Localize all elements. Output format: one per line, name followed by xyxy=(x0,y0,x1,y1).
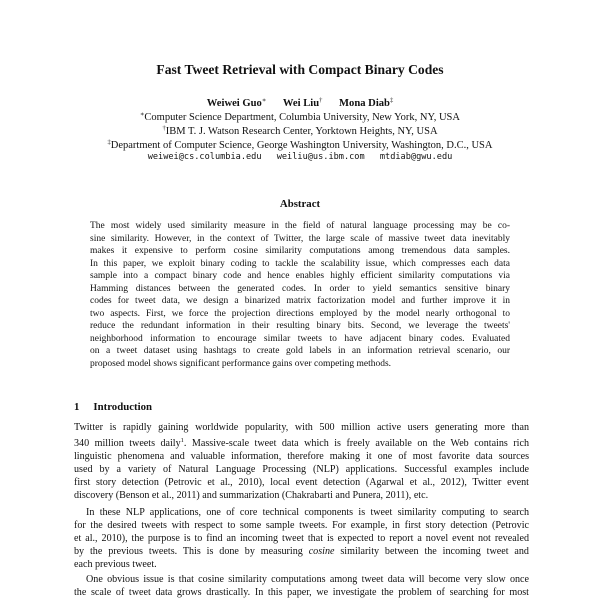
email: weiwei@cs.columbia.edu xyxy=(147,152,262,162)
paragraph xyxy=(74,573,529,599)
affiliation: †IBM T. J. Watson Research Center, Yorktown Heights, NY, USA xyxy=(162,125,438,137)
footnote-mark[interactable]: 1 xyxy=(180,437,184,445)
text-line: 340 million tweets daily$^1$. Massive-scale tweet data which is freely available on the Web contains rich xyxy=(74,437,529,450)
email: weiliu@us.ibm.com xyxy=(276,152,365,162)
abstract-body xyxy=(90,220,510,371)
abstract-line: on a tweet dataset using hashtags to create gold labels in an information retrieval scenario, our xyxy=(90,346,510,357)
paper-title: Fast Tweet Retrieval with Compact Binary Codes xyxy=(156,62,444,77)
abstract-line: The most widely used similarity measure in the field of natural language processing may be co- xyxy=(90,221,510,231)
text-line: for the desired tweets with respect to some sample tweets. For example, in first story detection (Petrovic xyxy=(74,520,529,532)
affiliation-mark: ‡ xyxy=(107,139,111,146)
abstract-line: sample into a compact binary code and hence enables highly efficient similarity computations via xyxy=(90,271,510,282)
abstract-line: In this paper, we exploit binary coding to tackle the scalability issue, which compresses each data xyxy=(90,258,510,269)
email: mtdiab@gwu.edu xyxy=(379,152,453,162)
abstract-line: Hamming distances between the generated codes. In order to yield semantics sensitive binary xyxy=(90,283,510,294)
author-mark: ∗ xyxy=(261,97,267,104)
section-heading-introduction xyxy=(74,401,152,414)
abstract-line: two aspects. First, we force the projection directions employed by the model nearly orthogonal to xyxy=(90,308,510,319)
text-line: et al., 2010), the purpose is to find an incoming tweet that is expected to report a novel event not revealed xyxy=(74,533,529,545)
section-title: Introduction xyxy=(93,401,153,413)
abstract-line: proposed model shows significant performance gains over competing methods. xyxy=(90,359,392,370)
text-line: the scale of tweet data grows drastically. In this paper, we investigate the problem of searching for most xyxy=(74,587,529,599)
abstract-line: makes it expensive to perform cosine similarity computations among tremendous data samples. xyxy=(90,246,510,257)
section-number: 1 xyxy=(74,401,80,413)
text-line: linguistic phenomena and valuable information, therefore making it one of most favorite data sources xyxy=(74,451,529,463)
affiliation: ∗Computer Science Department, Columbia University, New York, NY, USA xyxy=(140,111,460,123)
text-line: In these NLP applications, one of core technical components is tweet similarity computing to search xyxy=(86,507,529,518)
text-line: by the previous tweets. This is done by measuring cosine similarity between the incoming tweet and xyxy=(74,546,529,558)
affiliation: ‡Department of Computer Science, George Washington University, Washington, D.C., USA xyxy=(107,139,493,151)
affiliation-mark: ∗ xyxy=(140,111,145,118)
emphasis: cosine xyxy=(308,546,335,558)
abstract-line: neighborhood information to encourage similar tweets to have adjacent binary codes. Evaluated xyxy=(90,333,510,344)
text-line: Twitter is rapidly gaining worldwide popularity, with 500 million active users generating more than xyxy=(74,422,529,433)
author: Mona Diab‡ xyxy=(339,97,394,109)
text-line: used by a variety of Natural Language Processing (NLP) applications. Successful examples include xyxy=(74,464,529,476)
text-line: discovery (Benson et al., 2011) and summarization (Chakrabarti and Punera, 2011), etc. xyxy=(74,490,429,502)
abstract-line: sine similarity. However, in the context of Twitter, the large scale of massive tweet data inevitably xyxy=(90,233,510,244)
email-list xyxy=(0,151,600,163)
affiliation-mark: † xyxy=(162,125,166,132)
abstract-heading: Abstract xyxy=(279,198,321,210)
abstract-line: codes for tweet data, we design a binarized matrix factorization model and further improve it in xyxy=(90,296,510,307)
abstract-line: reduce the redundant information in their resulting binary bits. Second, we leverage the tweets' xyxy=(90,321,510,332)
author-mark: ‡ xyxy=(389,97,394,104)
author: Weiwei Guo∗ xyxy=(206,97,267,109)
author-mark: † xyxy=(319,97,323,104)
text-line: One obvious issue is that cosine similarity computations among tweet data will become very slow once xyxy=(86,574,529,585)
text-line: each previous tweet. xyxy=(74,559,157,571)
text-line: first story detection (Petrovic et al., 2010), local event detection (Agarwal et al., 2012), Twitter event xyxy=(74,477,529,489)
paragraph xyxy=(74,421,529,503)
author: Wei Liu† xyxy=(282,97,323,109)
paragraph xyxy=(74,506,529,571)
